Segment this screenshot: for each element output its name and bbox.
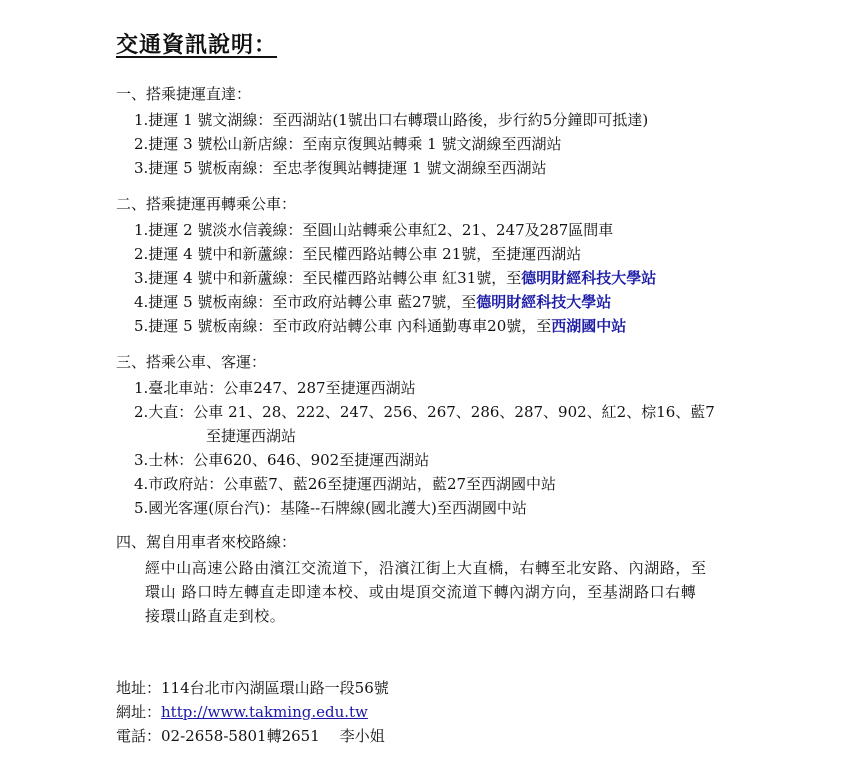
section-3-item-2-continuation: 至捷運西湖站 (206, 427, 297, 445)
section-3-item-4: 4.市政府站：公車藍7、藍26至捷運西湖站，藍27至西湖國中站 (134, 475, 557, 493)
section-3-item-1: 1.臺北車站：公車247、287至捷運西湖站 (134, 379, 416, 397)
address-line (116, 678, 389, 698)
contact-name: 李小姐 (339, 727, 385, 745)
section-4-heading: 四、駕自用車者來校路線： (116, 533, 297, 551)
website-label: 網址： (116, 703, 162, 721)
section-2-item-4 (134, 292, 611, 312)
section-3-item-5: 5.國光客運(原台汽)：基隆--石牌線(國北護大)至西湖國中站 (134, 499, 527, 517)
destination-highlight: 西湖國中站 (551, 317, 627, 335)
driving-route-line-2: 環山 路口時左轉直走即達本校、或由堤頂交流道下轉內湖方向，至基湖路口右轉 (145, 583, 697, 601)
section-1-heading: 一、搭乘捷運直達： (116, 85, 252, 103)
section-2-item-5-text: 5.捷運 5 號板南線：至市政府站轉公車 內科通勤專車20號，至 (134, 317, 552, 335)
website-line (116, 702, 368, 722)
phone-label: 電話： (116, 727, 162, 745)
section-3-item-2: 2.大直：公車 21、28、222、247、256、267、286、287、902、紅2、棕16、藍7 (134, 403, 715, 421)
destination-highlight: 德明財經科技大學站 (476, 293, 612, 311)
section-2-item-2: 2.捷運 4 號中和新蘆線：至民權西路站轉公車 21號，至捷運西湖站 (134, 245, 582, 263)
section-3-heading: 三、搭乘公車、客運： (116, 353, 267, 371)
section-2-heading: 二、搭乘捷運再轉乘公車： (116, 195, 297, 213)
section-1-item-2: 2.捷運 3 號松山新店線：至南京復興站轉乘 1 號文湖線至西湖站 (134, 135, 562, 153)
section-1-item-1: 1.捷運 1 號文湖線：至西湖站(1號出口右轉環山路後，步行約5分鐘即可抵達) (134, 111, 649, 129)
section-2-item-3 (134, 268, 656, 288)
driving-route-line-1: 經中山高速公路由濱江交流道下，沿濱江街上大直橋，右轉至北安路、內湖路，至 (145, 559, 707, 577)
driving-route-line-3: 接環山路直走到校。 (145, 607, 286, 625)
website-link[interactable]: http://www.takming.edu.tw (161, 703, 368, 721)
section-2-item-5 (134, 316, 626, 336)
section-2-item-1: 1.捷運 2 號淡水信義線：至圓山站轉乘公車紅2、21、247及287區間車 (134, 221, 614, 239)
phone-line (116, 726, 385, 746)
address-value: 114台北市內湖區環山路一段56號 (161, 679, 389, 697)
page-title: 交通資訊說明： (116, 32, 278, 58)
section-1-item-3: 3.捷運 5 號板南線：至忠孝復興站轉捷運 1 號文湖線至西湖站 (134, 159, 547, 177)
section-2-item-3-text: 3.捷運 4 號中和新蘆線：至民權西路站轉公車 紅31號，至 (134, 269, 522, 287)
phone-value: 02-2658-5801轉2651 (161, 727, 320, 745)
address-label: 地址： (116, 679, 162, 697)
section-3-item-3: 3.士林：公車620、646、902至捷運西湖站 (134, 451, 430, 469)
section-2-item-4-text: 4.捷運 5 號板南線：至市政府站轉公車 藍27號，至 (134, 293, 477, 311)
destination-highlight: 德明財經科技大學站 (521, 269, 657, 287)
